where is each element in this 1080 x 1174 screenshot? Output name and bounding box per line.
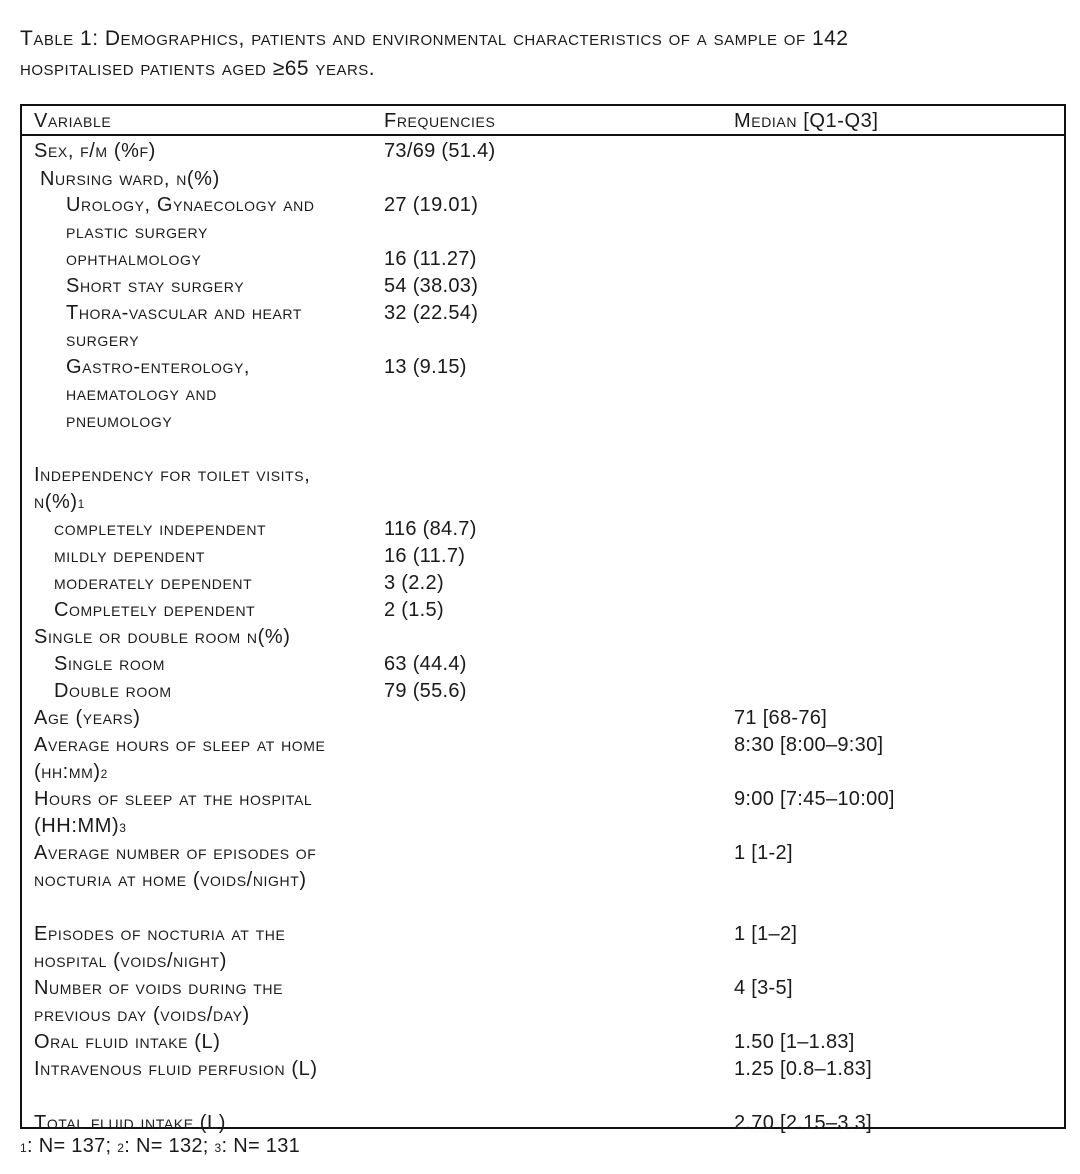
variable-cell: Thora-vascular and heart surgery xyxy=(66,302,303,351)
frequency-cell: 54 (38.03) xyxy=(384,275,479,297)
footnote-marker: 3 xyxy=(119,821,127,835)
footnote-marker-2: 2 xyxy=(117,1141,125,1155)
variable-cell: Sex, f/m (%f) xyxy=(34,140,156,162)
table-header-row xyxy=(22,106,1064,136)
median-cell: 2.70 [2.15–3.3] xyxy=(734,1112,872,1134)
frequency-cell: 16 (11.27) xyxy=(384,248,477,270)
frequency-cell: 63 (44.4) xyxy=(384,653,467,675)
median-cell: 1.25 [0.8–1.83] xyxy=(734,1058,872,1080)
variable-cell: Oral fluid intake (L) xyxy=(34,1031,221,1053)
header-variable: Variable xyxy=(34,110,112,132)
footnote-marker: 1 xyxy=(77,497,85,511)
variable-cell: Single room xyxy=(54,653,166,675)
header-median: Median [Q1-Q3] xyxy=(734,110,879,132)
frequency-cell: 16 (11.7) xyxy=(384,545,466,567)
variable-text: Hours of sleep at the hospital (HH:MM) xyxy=(34,788,313,837)
median-cell: 1 [1–2] xyxy=(734,923,798,945)
variable-cell: Completely dependent xyxy=(54,599,256,621)
header-frequencies: Frequencies xyxy=(384,110,496,132)
frequency-cell: 79 (55.6) xyxy=(384,680,467,702)
caption-line-1: Table 1: Demographics, patients and environmental characteristics of a sample of 142 xyxy=(20,27,849,50)
variable-text: Average hours of sleep at home (hh:mm) xyxy=(34,734,326,783)
frequency-cell: 116 (84.7) xyxy=(384,518,477,540)
variable-cell: completely independent xyxy=(54,518,267,540)
table-caption xyxy=(20,24,1020,84)
variable-cell: mildly dependent xyxy=(54,545,206,567)
median-cell: 1.50 [1–1.83] xyxy=(734,1031,855,1053)
table-footnote xyxy=(20,1132,300,1162)
variable-cell: Urology, Gynaecology and plastic surgery xyxy=(66,194,315,243)
footnote-marker: 2 xyxy=(100,767,108,781)
variable-cell xyxy=(34,462,324,518)
variable-cell: Nursing ward, n(%) xyxy=(40,168,220,190)
demographics-table xyxy=(20,104,1066,1134)
variable-cell: Number of voids during the previous day (voids/day) xyxy=(34,977,284,1026)
frequency-cell: 2 (1.5) xyxy=(384,599,444,621)
variable-cell: Double room xyxy=(54,680,172,702)
variable-cell: Single or double room n(%) xyxy=(34,626,291,648)
variable-cell xyxy=(34,786,314,842)
variable-cell: moderately dependent xyxy=(54,572,253,594)
footnote-n3: : N= 131 xyxy=(221,1135,301,1157)
caption-line-2: hospitalised patients aged ≥65 years. xyxy=(20,57,376,80)
footnote-n2: : N= 132; xyxy=(124,1135,215,1157)
variable-text: Independency for toilet visits, n(%) xyxy=(34,464,311,513)
variable-cell: Average number of episodes of nocturia at home (voids/night) xyxy=(34,842,317,891)
footnote-marker-1: 1 xyxy=(20,1141,27,1155)
variable-cell: Total fluid intake (L) xyxy=(34,1112,227,1134)
footnote-marker-3: 3 xyxy=(214,1141,222,1155)
variable-cell: Age (years) xyxy=(34,707,141,729)
median-cell: 8:30 [8:00–9:30] xyxy=(734,734,884,756)
frequency-cell: 3 (2.2) xyxy=(384,572,444,594)
variable-cell: Gastro-enterology, haematology and pneumology xyxy=(66,356,251,432)
median-cell: 9:00 [7:45–10:00] xyxy=(734,788,895,810)
frequency-cell: 27 (19.01) xyxy=(384,194,479,216)
median-cell: 71 [68-76] xyxy=(734,707,828,729)
variable-cell xyxy=(34,732,344,788)
frequency-cell: 32 (22.54) xyxy=(384,302,479,324)
frequency-cell: 73/69 (51.4) xyxy=(384,140,496,162)
variable-cell: Intravenous fluid perfusion (L) xyxy=(34,1058,318,1080)
variable-cell: Episodes of nocturia at the hospital (voids/night) xyxy=(34,923,286,972)
variable-cell: ophthalmology xyxy=(66,248,202,270)
median-cell: 4 [3-5] xyxy=(734,977,793,999)
variable-cell: Short stay surgery xyxy=(66,275,245,297)
footnote-n1: : N= 137; xyxy=(26,1135,118,1157)
frequency-cell: 13 (9.15) xyxy=(384,356,467,378)
median-cell: 1 [1-2] xyxy=(734,842,793,864)
